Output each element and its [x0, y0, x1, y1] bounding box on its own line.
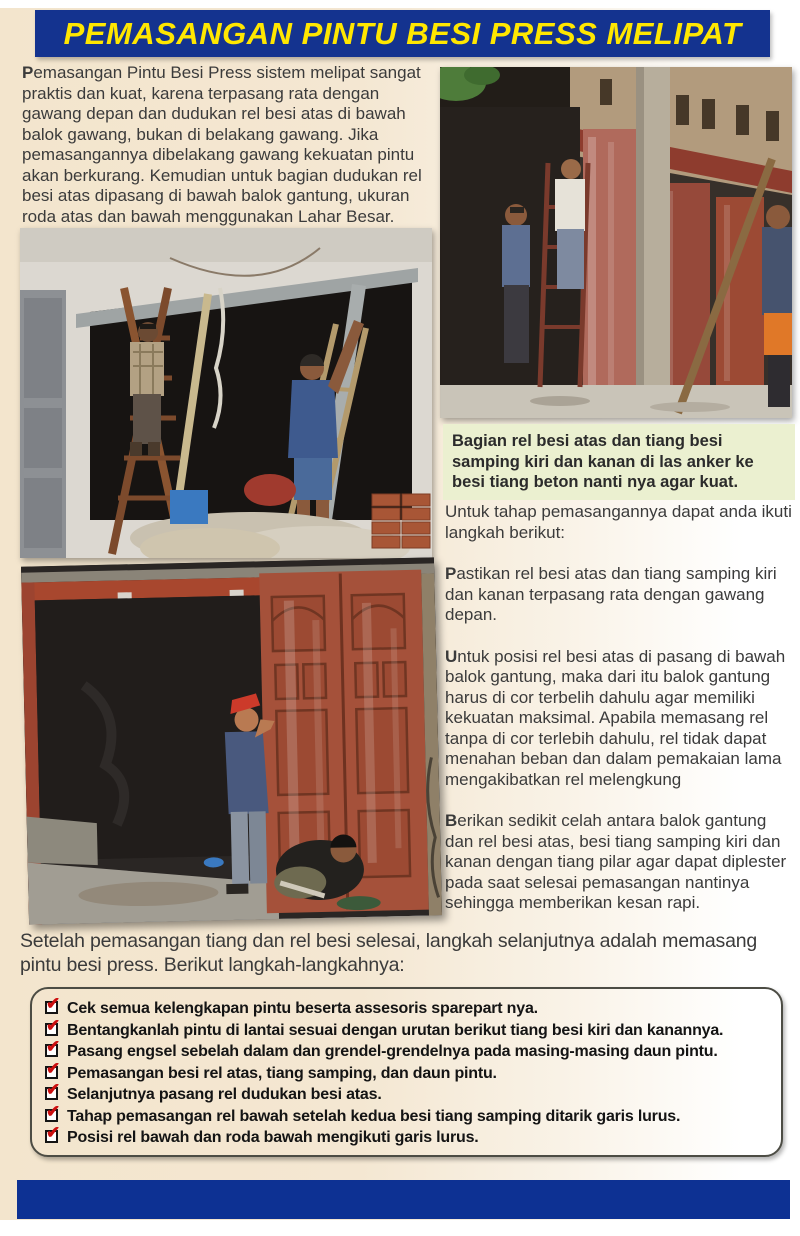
caption-box: [443, 424, 795, 500]
step-3-lead-letter: B: [445, 811, 458, 830]
checklist-item: [45, 1123, 769, 1147]
checkbox-checked-icon: ✔: [46, 1123, 61, 1142]
checkbox-checked-icon: ✔: [46, 994, 61, 1013]
right-column: [445, 502, 795, 935]
step-1-text: astikan rel besi atas dan tiang samping kiri dan kanan terpasang rata dengan gawang depan.: [445, 564, 777, 624]
checklist-item-label: Tahap pemasangan rel bawah setelah kedua besi tiang samping ditarik garis lurus.: [67, 1107, 681, 1125]
intro-paragraph: [22, 63, 434, 227]
checklist-item-label: Selanjutnya pasang rel dudukan besi atas.: [67, 1086, 382, 1103]
checklist-item-label: Posisi rel bawah dan roda bawah mengikuti garis lurus.: [67, 1129, 479, 1146]
intro-lead-letter: P: [22, 63, 34, 82]
checkbox-checked-icon: ✔: [46, 1037, 61, 1056]
checklist-item: [45, 1080, 769, 1104]
steps-intro: Untuk tahap pemasangannya dapat anda ikuti langkah berikut:: [445, 502, 792, 542]
step-paragraph-3: [445, 811, 795, 914]
header-bar: [35, 10, 770, 57]
checklist-item: [45, 1015, 769, 1040]
checkbox-checked-icon: ✔: [46, 1080, 61, 1099]
step-2-text: ntuk posisi rel besi atas di pasang di bawah balok gantung, maka dari itu balok gantung harus di cor terbelih dahulu agar memiliki kekuatan maksimal. Apabila memasang rel tanpa di cor terlebih dahulu, rel tidak dapat menahan beban dan dalam pemakaian lama mengakibatkan rel melengkung: [445, 646, 786, 789]
intro-text: emasangan Pintu Besi Press sistem melipat sangat praktis dan kuat, karena terpasang rata dengan gawang depan dan dudukan rel besi atas di bawah balok gawang, bukan di belakang gawang. Jika pemasangannya dibelakang gawang kekuatan pintu akan berkurang. Kemudian untuk bagian dudukan rel besi atas dipasang di bawah balok gantung, ukuran roda atas dan bawah menggunakan Lahar Besar.: [22, 63, 422, 226]
checklist-item: [45, 1037, 769, 1061]
step-paragraph-2: [445, 647, 795, 791]
footer-bar: [17, 1180, 790, 1219]
step-paragraph-1: [445, 564, 795, 626]
step-3-text: erikan sedikit celah antara balok gantung dan rel besi atas, besi tiang samping kiri dan kanan dengan tiang pilar agar dapat diplester pada saat selesai pemasangan nantinya sehingga memberikan kesan rapi.: [445, 811, 787, 912]
checklist-item-label: Pasang engsel sebelah dalam dan grendel-grendelnya pada masing-masing daun pintu.: [67, 1043, 718, 1060]
page-title: PEMASANGAN PINTU BESI PRESS MELIPAT: [63, 15, 742, 51]
photo-door-fitting: [21, 557, 442, 924]
checklist-item-label: Bentangkanlah pintu di lantai sesuai dengan urutan berikut tiang besi kiri dan kanannya.: [67, 1021, 724, 1039]
checklist-panel: [30, 987, 783, 1157]
door-leaf-installation-illustration: [440, 67, 792, 418]
photo-rail-frame-installation: [20, 228, 432, 558]
step-1-lead-letter: P: [445, 564, 457, 583]
caption-text: Bagian rel besi atas dan tiang besi samping kiri dan kanan di las anker ke besi tiang beton nanti nya agar kuat.: [452, 432, 754, 491]
step-2-lead-letter: U: [445, 646, 458, 666]
photo-door-leaf-installation: [440, 67, 792, 418]
bottom-intro-text: Setelah pemasangan tiang dan rel besi selesai, langkah selanjutnya adalah memasang pintu besi press. Berikut langkah-langkahnya:: [20, 930, 758, 976]
checklist-item-label: Cek semua kelengkapan pintu beserta assesoris sparepart nya.: [67, 1000, 538, 1017]
checklist-item: [45, 994, 769, 1018]
rail-frame-installation-illustration: [20, 228, 432, 558]
door-fitting-illustration: [21, 557, 442, 924]
checklist-item-label: Pemasangan besi rel atas, tiang samping, dan daun pintu.: [67, 1064, 497, 1082]
checkbox-checked-icon: ✔: [46, 1058, 61, 1078]
checklist-item: [45, 1058, 769, 1083]
checklist-item: [45, 1101, 769, 1126]
checkbox-checked-icon: ✔: [46, 1101, 61, 1121]
checkbox-checked-icon: ✔: [46, 1015, 61, 1035]
